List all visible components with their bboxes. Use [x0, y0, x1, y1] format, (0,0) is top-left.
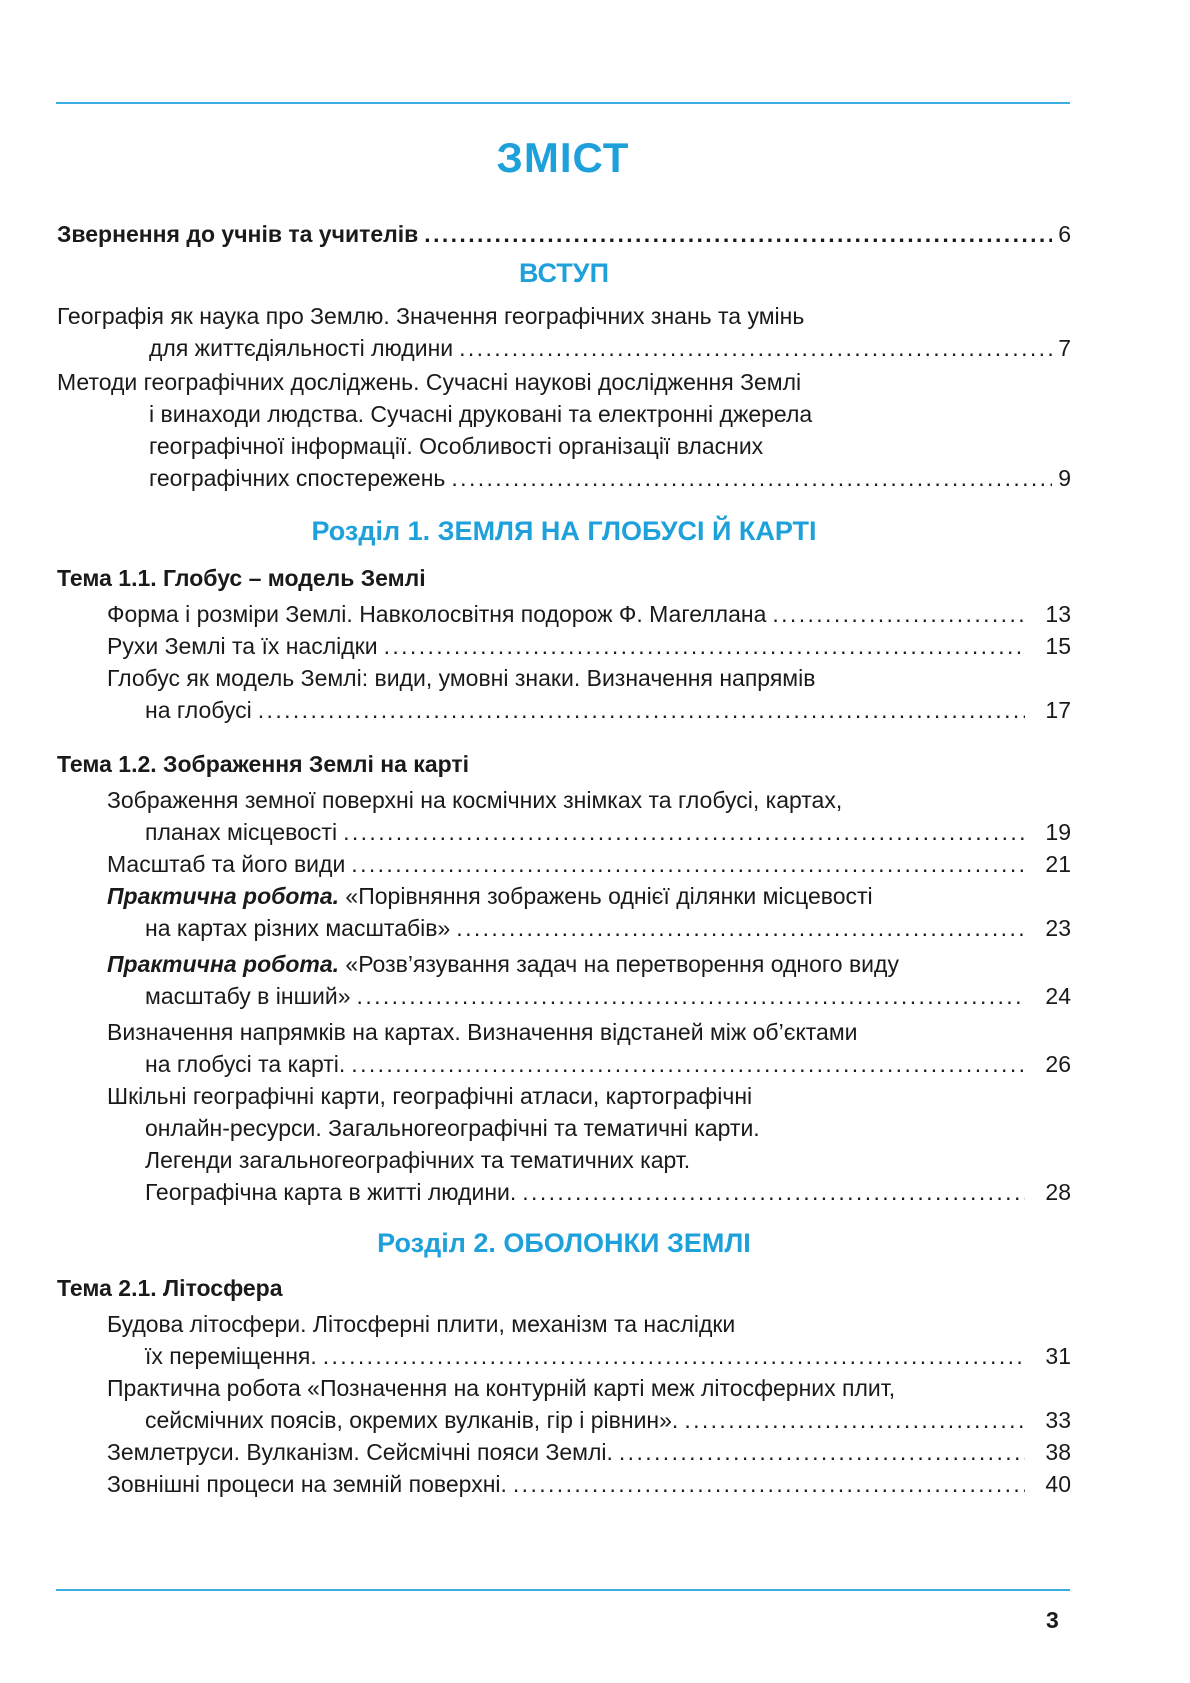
toc-entry[interactable]	[107, 662, 1071, 726]
toc-entry[interactable]	[107, 948, 1071, 1012]
entry-line: Рухи Землі та їх наслідки	[107, 633, 378, 659]
toc-entry[interactable]	[107, 880, 1071, 944]
topic-heading-1-1: Тема 1.1. Глобус – модель Землі	[57, 565, 426, 591]
leader-dots	[451, 462, 1052, 494]
entry-line: Практична робота «Позначення на контурній карті меж літосферних плит,	[107, 1375, 896, 1401]
entry-page: 7	[1058, 335, 1071, 361]
toc-entry[interactable]	[57, 300, 1071, 364]
entry-line: «Порівняння зображень однієї ділянки місцевості	[339, 883, 873, 909]
table-of-contents	[57, 218, 1071, 1500]
toc-entry[interactable]	[107, 630, 1071, 662]
leader-dots	[684, 1404, 1025, 1436]
entry-line: Масштаб та його види	[107, 851, 346, 877]
leader-dots	[343, 816, 1025, 848]
entry-text: Звернення до учнів та учителів	[57, 221, 419, 247]
bottom-rule	[56, 1589, 1070, 1591]
entry-line: масштабу в інший»	[145, 983, 351, 1009]
entry-line: на глобусі та карті.	[145, 1051, 346, 1077]
entry-page: 17	[1045, 697, 1071, 723]
entry-page: 26	[1045, 1051, 1071, 1077]
entry-line: Будова літосфери. Літосферні плити, механізм та наслідки	[107, 1311, 736, 1337]
toc-entry[interactable]	[107, 784, 1071, 848]
entry-page: 15	[1045, 633, 1071, 659]
entry-page: 21	[1045, 851, 1071, 877]
entry-line: Землетруси. Вулканізм. Сейсмічні пояси Землі.	[107, 1439, 613, 1465]
toc-entry[interactable]	[107, 1308, 1071, 1372]
section-heading-r2: Розділ 2. ОБОЛОНКИ ЗЕМЛІ	[377, 1228, 751, 1258]
page-number: 3	[1046, 1607, 1059, 1633]
entry-page: 40	[1045, 1471, 1071, 1497]
leader-dots	[384, 630, 1025, 662]
entry-line: на глобусі	[145, 697, 252, 723]
entry-line: Зовнішні процеси на земній поверхні.	[107, 1471, 507, 1497]
toc-entry[interactable]	[107, 1436, 1071, 1468]
leader-dots	[258, 694, 1025, 726]
entry-page: 28	[1045, 1179, 1071, 1205]
leader-dots	[772, 598, 1025, 630]
toc-entry[interactable]	[107, 1080, 1071, 1208]
entry-page: 23	[1045, 915, 1071, 941]
entry-line: Визначення напрямків на картах. Визначення відстаней між об’єктами	[107, 1019, 858, 1045]
topic-heading-2-1: Тема 2.1. Літосфера	[57, 1275, 283, 1301]
leader-dots	[351, 848, 1025, 880]
entry-line: географічної інформації. Особливості організації власних	[149, 433, 764, 459]
entry-line: для життєдіяльності людини	[149, 335, 454, 361]
entry-page: 33	[1045, 1407, 1071, 1433]
toc-entry-intro[interactable]	[57, 218, 1071, 250]
leader-dots	[323, 1340, 1025, 1372]
toc-entry[interactable]	[57, 366, 1071, 494]
section-heading-vstup: ВСТУП	[519, 258, 609, 288]
entry-line: Географічна карта в житті людини.	[145, 1179, 517, 1205]
entry-line: Легенди загальногеографічних та тематичних карт.	[145, 1147, 691, 1173]
leader-dots	[619, 1436, 1025, 1468]
entry-page: 9	[1058, 465, 1071, 491]
entry-page: 38	[1045, 1439, 1071, 1465]
entry-line: Зображення земної поверхні на космічних знімках та глобусі, картах,	[107, 787, 843, 813]
entry-line: їх переміщення.	[145, 1343, 317, 1369]
leader-dots	[522, 1176, 1025, 1208]
practical-work-label: Практична робота.	[107, 951, 340, 977]
toc-entry[interactable]	[107, 598, 1071, 630]
entry-page: 24	[1045, 983, 1071, 1009]
entry-line: Методи географічних досліджень. Сучасні наукові дослідження Землі	[57, 369, 802, 395]
entry-line: і винаходи людства. Сучасні друковані та електронні джерела	[149, 401, 813, 427]
entry-line: Форма і розміри Землі. Навколосвітня подорож Ф. Магеллана	[107, 601, 767, 627]
entry-page: 31	[1045, 1343, 1071, 1369]
entry-line: планах місцевості	[145, 819, 338, 845]
leader-dots	[456, 912, 1025, 944]
practical-work-label: Практична робота.	[107, 883, 340, 909]
entry-page: 6	[1058, 221, 1071, 247]
toc-entry[interactable]	[107, 1468, 1071, 1500]
entry-line: Глобус як модель Землі: види, умовні знаки. Визначення напрямів	[107, 665, 816, 691]
leader-dots	[459, 332, 1052, 364]
entry-line: онлайн-ресурси. Загальногеографічні та тематичні карти.	[145, 1115, 760, 1141]
toc-entry[interactable]	[107, 1372, 1071, 1436]
leader-dots	[351, 1048, 1025, 1080]
leader-dots	[357, 980, 1025, 1012]
toc-entry[interactable]	[107, 1016, 1071, 1080]
section-heading-r1: Розділ 1. ЗЕМЛЯ НА ГЛОБУСІ Й КАРТІ	[311, 516, 817, 546]
top-rule	[56, 102, 1070, 104]
entry-line: Шкільні географічні карти, географічні атласи, картографічні	[107, 1083, 753, 1109]
leader-dots	[424, 218, 1052, 250]
topic-heading-1-2: Тема 1.2. Зображення Землі на карті	[57, 751, 470, 777]
entry-line: сейсмічних поясів, окремих вулканів, гір і рівнин».	[145, 1407, 679, 1433]
toc-entry[interactable]	[107, 848, 1071, 880]
entry-page: 19	[1045, 819, 1071, 845]
entry-line: географічних спостережень	[149, 465, 446, 491]
entry-line: «Розв’язування задач на перетворення одного виду	[339, 951, 899, 977]
page-title: ЗМІСТ	[496, 134, 630, 181]
entry-line: Географія як наука про Землю. Значення географічних знань та умінь	[57, 303, 805, 329]
entry-line: на картах різних масштабів»	[145, 915, 451, 941]
leader-dots	[513, 1468, 1025, 1500]
entry-page: 13	[1045, 601, 1071, 627]
